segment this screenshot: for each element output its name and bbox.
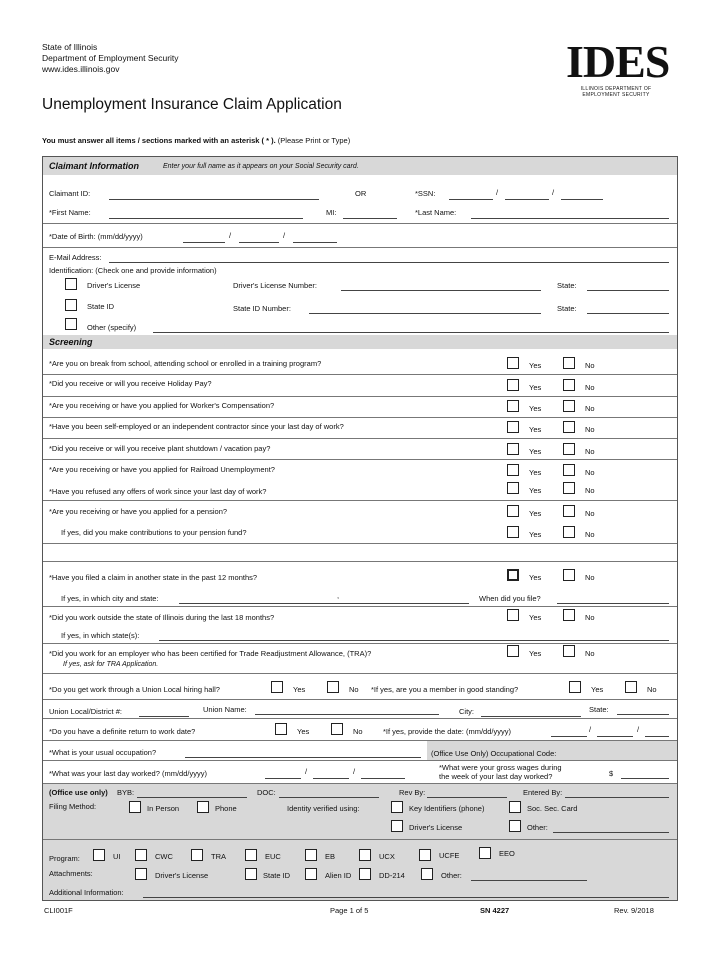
ssn-slash-2: / bbox=[552, 188, 555, 197]
last-name-label: *Last Name: bbox=[415, 208, 457, 217]
attach-other-checkbox[interactable] bbox=[421, 868, 433, 880]
return-yes-label: Yes bbox=[297, 727, 310, 736]
program-ui-checkbox[interactable] bbox=[93, 849, 105, 861]
occupation-code-label: (Office Use Only) Occupational Code: bbox=[431, 749, 557, 758]
outside-no-label: No bbox=[585, 613, 595, 622]
byb-label: BYB: bbox=[117, 788, 135, 797]
q3-no-label: No bbox=[585, 404, 595, 413]
first-name-label: *First Name: bbox=[49, 208, 91, 217]
return-date-label: *If yes, provide the date: (mm/dd/yyyy) bbox=[383, 727, 511, 736]
office-other-label: Other: bbox=[527, 823, 548, 832]
attach-dd214-label: DD-214 bbox=[379, 871, 405, 880]
rev-by-label: Rev By: bbox=[399, 788, 426, 797]
program-ucfe-checkbox[interactable] bbox=[419, 849, 431, 861]
divider bbox=[43, 699, 677, 700]
email-label: E-Mail Address: bbox=[49, 253, 102, 262]
screening-heading: Screening bbox=[49, 337, 93, 347]
footer-sn: SN 4227 bbox=[480, 906, 510, 915]
key-identifiers-label: Key Identifiers (phone) bbox=[409, 804, 485, 813]
q5-yes-checkbox[interactable] bbox=[507, 443, 519, 455]
state-id-number-field[interactable] bbox=[309, 313, 541, 314]
agency-line-1: State of Illinois bbox=[42, 42, 98, 52]
dob-label: *Date of Birth: (mm/dd/yyyy) bbox=[49, 232, 143, 241]
q9-no-checkbox[interactable] bbox=[563, 526, 575, 538]
member-no-label: No bbox=[647, 685, 657, 694]
attach-other-label: Other: bbox=[441, 871, 462, 880]
which-states-field[interactable] bbox=[159, 640, 669, 641]
return-question: *Do you have a definite return to work date? bbox=[49, 727, 196, 736]
dob-slash-2: / bbox=[283, 231, 286, 240]
program-label: Program: bbox=[49, 854, 80, 863]
divider bbox=[43, 223, 677, 224]
logo-sub-1: ILLINOIS DEPARTMENT OF bbox=[580, 86, 652, 92]
member-yes-label: Yes bbox=[591, 685, 604, 694]
last-day-day-field[interactable] bbox=[313, 778, 349, 779]
divider bbox=[43, 374, 677, 375]
outside-yes-label: Yes bbox=[529, 613, 542, 622]
dob-year-field[interactable] bbox=[293, 242, 337, 243]
city-state-field[interactable] bbox=[179, 603, 469, 604]
outside-illinois-question: *Did you work outside the state of Illinois during the last 18 months? bbox=[49, 613, 275, 622]
return-slash-2: / bbox=[637, 725, 640, 734]
ides-logo bbox=[566, 36, 670, 98]
footer-rev: Rev. 9/2018 bbox=[614, 906, 654, 915]
return-no-checkbox[interactable] bbox=[331, 723, 343, 735]
program-ucfe-label: UCFE bbox=[439, 851, 460, 860]
instructions-plain: (Please Print or Type) bbox=[277, 136, 351, 145]
sid-state-field[interactable] bbox=[587, 313, 669, 314]
screening-question-4: *Have you been self-employed or an independent contractor since your last day of work? bbox=[49, 422, 344, 431]
q5-yes-label: Yes bbox=[529, 447, 542, 456]
q4-no-checkbox[interactable] bbox=[563, 421, 575, 433]
last-day-month-field[interactable] bbox=[265, 778, 301, 779]
attachments-label: Attachments: bbox=[49, 869, 93, 878]
program-eb-label: EB bbox=[325, 852, 336, 861]
claimant-note: Enter your full name as it appears on your Social Security card. bbox=[163, 163, 359, 170]
state-id-label: State ID bbox=[87, 302, 115, 311]
footer-page: Page 1 of 5 bbox=[330, 906, 369, 915]
union-name-field[interactable] bbox=[255, 714, 439, 715]
q9-no-label: No bbox=[585, 530, 595, 539]
other-state-question: *Have you filed a claim in another state in the past 12 months? bbox=[49, 573, 258, 582]
q3-yes-label: Yes bbox=[529, 404, 542, 413]
divider bbox=[43, 643, 677, 644]
tra-no-label: No bbox=[585, 649, 595, 658]
other-state-yes-label: Yes bbox=[529, 573, 542, 582]
program-eeo-checkbox[interactable] bbox=[479, 847, 491, 859]
tra-question: *Did you work for an employer who has been certified for Trade Readjustment Allowance, (TRA)? bbox=[49, 649, 372, 658]
office-use-label: (Office use only) bbox=[49, 788, 108, 797]
attach-drivers-license-label: Driver's License bbox=[155, 871, 209, 880]
identity-verified-label: Identity verified using: bbox=[287, 804, 360, 813]
agency-line-3: www.ides.illinois.gov bbox=[42, 64, 120, 74]
dl-state-field[interactable] bbox=[587, 290, 669, 291]
screening-question-3: *Are you receiving or have you applied for Worker's Compensation? bbox=[49, 401, 275, 410]
divider bbox=[43, 760, 677, 761]
q9-yes-label: Yes bbox=[529, 530, 542, 539]
rev-by-field[interactable] bbox=[427, 797, 507, 798]
tra-note: If yes, ask for TRA Application. bbox=[63, 661, 159, 668]
doc-label: DOC: bbox=[257, 788, 276, 797]
attach-drivers-license-checkbox[interactable] bbox=[135, 868, 147, 880]
program-tra-checkbox[interactable] bbox=[191, 849, 203, 861]
attach-state-id-checkbox[interactable] bbox=[245, 868, 257, 880]
q5-no-label: No bbox=[585, 447, 595, 456]
q6-no-label: No bbox=[585, 468, 595, 477]
identification-label: Identification: (Check one and provide information) bbox=[49, 266, 217, 275]
in-person-label: In Person bbox=[147, 804, 180, 813]
divider bbox=[43, 396, 677, 397]
doc-field[interactable] bbox=[279, 797, 379, 798]
q3-yes-checkbox[interactable] bbox=[507, 400, 519, 412]
office-other-checkbox[interactable] bbox=[509, 820, 521, 832]
q2-no-checkbox[interactable] bbox=[563, 379, 575, 391]
divider bbox=[43, 500, 677, 501]
attach-alien-id-label: Alien ID bbox=[325, 871, 352, 880]
program-ui-label: UI bbox=[113, 852, 121, 861]
union-no-label: No bbox=[349, 685, 359, 694]
office-drivers-license-label: Driver's License bbox=[409, 823, 463, 832]
divider bbox=[43, 543, 677, 544]
agency-block bbox=[42, 42, 179, 75]
footer-form-id: CLI001F bbox=[44, 906, 73, 915]
member-no-checkbox[interactable] bbox=[625, 681, 637, 693]
tra-yes-label: Yes bbox=[529, 649, 542, 658]
entered-by-label: Entered By: bbox=[523, 788, 563, 797]
program-euc-label: EUC bbox=[265, 852, 281, 861]
union-city-label: City: bbox=[459, 707, 474, 716]
screening-question-9: If yes, did you make contributions to your pension fund? bbox=[61, 528, 247, 537]
q7-yes-checkbox[interactable] bbox=[507, 482, 519, 494]
program-euc-checkbox[interactable] bbox=[245, 849, 257, 861]
or-label: OR bbox=[355, 189, 367, 198]
program-cwc-checkbox[interactable] bbox=[135, 849, 147, 861]
key-identifiers-checkbox[interactable] bbox=[391, 801, 403, 813]
divider bbox=[43, 718, 677, 719]
claimant-id-label: Claimant ID: bbox=[49, 189, 91, 198]
last-name-field[interactable] bbox=[471, 218, 669, 219]
dl-state-label: State: bbox=[557, 281, 577, 290]
outside-yes-checkbox[interactable] bbox=[507, 609, 519, 621]
state-id-number-label: State ID Number: bbox=[233, 304, 291, 313]
screening-question-2: *Did you receive or will you receive Holiday Pay? bbox=[49, 379, 212, 388]
program-ucx-label: UCX bbox=[379, 852, 395, 861]
page-title: Unemployment Insurance Claim Application bbox=[42, 96, 342, 113]
attach-other-field[interactable] bbox=[471, 880, 587, 881]
union-state-field[interactable] bbox=[617, 714, 669, 715]
gross-wages-label bbox=[439, 763, 562, 781]
when-filed-field[interactable] bbox=[557, 603, 669, 604]
return-year-field[interactable] bbox=[645, 736, 669, 737]
union-yes-label: Yes bbox=[293, 685, 306, 694]
tra-no-checkbox[interactable] bbox=[563, 645, 575, 657]
screening-question-7: *Have you refused any offers of work since your last day of work? bbox=[49, 487, 267, 496]
drivers-license-number-label: Driver's License Number: bbox=[233, 281, 317, 290]
union-member-question: *If yes, are you a member in good standing? bbox=[371, 685, 519, 694]
q4-yes-checkbox[interactable] bbox=[507, 421, 519, 433]
q1-no-label: No bbox=[585, 361, 595, 370]
q6-yes-checkbox[interactable] bbox=[507, 464, 519, 476]
mi-field[interactable] bbox=[343, 218, 397, 219]
divider bbox=[43, 606, 677, 607]
q9-yes-checkbox[interactable] bbox=[507, 526, 519, 538]
q2-yes-checkbox[interactable] bbox=[507, 379, 519, 391]
office-other-field[interactable] bbox=[553, 832, 669, 833]
q8-no-checkbox[interactable] bbox=[563, 505, 575, 517]
q8-yes-label: Yes bbox=[529, 509, 542, 518]
union-yes-checkbox[interactable] bbox=[271, 681, 283, 693]
q6-yes-label: Yes bbox=[529, 468, 542, 477]
city-state-label: If yes, in which city and state: bbox=[61, 594, 159, 603]
union-local-label: Union Local/District #: bbox=[49, 707, 122, 716]
byb-field[interactable] bbox=[137, 797, 247, 798]
city-state-comma: , bbox=[337, 591, 340, 600]
divider bbox=[43, 438, 677, 439]
entered-by-field[interactable] bbox=[565, 797, 669, 798]
q1-no-checkbox[interactable] bbox=[563, 357, 575, 369]
which-states-label: If yes, in which state(s): bbox=[61, 631, 140, 640]
phone-checkbox[interactable] bbox=[197, 801, 209, 813]
q8-yes-checkbox[interactable] bbox=[507, 505, 519, 517]
q6-no-checkbox[interactable] bbox=[563, 464, 575, 476]
dob-day-field[interactable] bbox=[239, 242, 279, 243]
q4-yes-label: Yes bbox=[529, 425, 542, 434]
dob-month-field[interactable] bbox=[183, 242, 225, 243]
dollar-sign: $ bbox=[609, 769, 614, 778]
additional-info-label: Additional Information: bbox=[49, 888, 124, 897]
divider bbox=[43, 459, 677, 460]
screening-question-6: *Are you receiving or have you applied for Railroad Unemployment? bbox=[49, 465, 275, 474]
outside-no-checkbox[interactable] bbox=[563, 609, 575, 621]
when-filed-label: When did you file? bbox=[479, 594, 541, 603]
divider bbox=[43, 247, 677, 248]
return-month-field[interactable] bbox=[551, 736, 587, 737]
claimant-heading: Claimant Information bbox=[49, 161, 140, 171]
dob-slash-1: / bbox=[229, 231, 232, 240]
sid-state-label: State: bbox=[557, 304, 577, 313]
program-ucx-checkbox[interactable] bbox=[359, 849, 371, 861]
union-state-label: State: bbox=[589, 705, 609, 714]
screening-question-1: *Are you on break from school, attending school or enrolled in a training program? bbox=[49, 359, 322, 368]
ssn-field-2[interactable] bbox=[505, 199, 549, 200]
q5-no-checkbox[interactable] bbox=[563, 443, 575, 455]
ssn-slash-1: / bbox=[496, 188, 499, 197]
logo-word: IDES bbox=[566, 36, 670, 87]
claim-form bbox=[42, 156, 678, 901]
divider bbox=[43, 561, 677, 562]
member-yes-checkbox[interactable] bbox=[569, 681, 581, 693]
other-state-no-label: No bbox=[585, 573, 595, 582]
ssn-field-1[interactable] bbox=[449, 199, 493, 200]
attach-dd214-checkbox[interactable] bbox=[359, 868, 371, 880]
last-day-slash-2: / bbox=[353, 767, 356, 776]
union-city-field[interactable] bbox=[481, 716, 581, 717]
screening-header-band bbox=[43, 335, 677, 349]
occupation-field[interactable] bbox=[185, 757, 421, 758]
state-id-checkbox[interactable] bbox=[65, 299, 77, 311]
ssn-label: *SSN: bbox=[415, 189, 436, 198]
attach-alien-id-checkbox[interactable] bbox=[305, 868, 317, 880]
logo-sub-2: EMPLOYMENT SECURITY bbox=[582, 92, 650, 98]
drivers-license-number-field[interactable] bbox=[341, 290, 541, 291]
office-drivers-license-checkbox[interactable] bbox=[391, 820, 403, 832]
phone-label: Phone bbox=[215, 804, 237, 813]
program-tra-label: TRA bbox=[211, 852, 226, 861]
divider bbox=[43, 839, 677, 840]
q3-no-checkbox[interactable] bbox=[563, 400, 575, 412]
q4-no-label: No bbox=[585, 425, 595, 434]
gross-wages-line-2: the week of your last day worked? bbox=[439, 772, 553, 781]
soc-sec-card-label: Soc. Sec. Card bbox=[527, 804, 578, 813]
attach-state-id-label: State ID bbox=[263, 871, 291, 880]
union-no-checkbox[interactable] bbox=[327, 681, 339, 693]
other-id-label: Other (specify) bbox=[87, 323, 137, 332]
other-id-field[interactable] bbox=[153, 332, 669, 333]
additional-info-field[interactable] bbox=[143, 897, 669, 898]
return-slash-1: / bbox=[589, 725, 592, 734]
q8-no-label: No bbox=[585, 509, 595, 518]
q2-no-label: No bbox=[585, 383, 595, 392]
drivers-license-checkbox[interactable] bbox=[65, 278, 77, 290]
email-field[interactable] bbox=[109, 262, 669, 263]
first-name-field[interactable] bbox=[109, 218, 303, 219]
union-local-field[interactable] bbox=[139, 716, 189, 717]
agency-line-2: Department of Employment Security bbox=[42, 53, 179, 63]
ssn-field-3[interactable] bbox=[561, 199, 603, 200]
return-no-label: No bbox=[353, 727, 363, 736]
tra-yes-checkbox[interactable] bbox=[507, 645, 519, 657]
gross-wages-field[interactable] bbox=[621, 778, 669, 779]
last-day-question: *What was your last day worked? (mm/dd/yyyy) bbox=[49, 769, 207, 778]
claimant-id-field[interactable] bbox=[109, 199, 319, 200]
filing-method-label: Filing Method: bbox=[49, 802, 97, 811]
q7-yes-label: Yes bbox=[529, 486, 542, 495]
occupation-question: *What is your usual occupation? bbox=[49, 748, 157, 757]
q1-yes-label: Yes bbox=[529, 361, 542, 370]
divider bbox=[43, 673, 677, 674]
return-day-field[interactable] bbox=[597, 736, 633, 737]
q7-no-checkbox[interactable] bbox=[563, 482, 575, 494]
other-state-no-checkbox[interactable] bbox=[563, 569, 575, 581]
q7-no-label: No bbox=[585, 486, 595, 495]
gross-wages-line-1: *What were your gross wages during bbox=[439, 763, 562, 772]
soc-sec-card-checkbox[interactable] bbox=[509, 801, 521, 813]
last-day-slash-1: / bbox=[305, 767, 308, 776]
q1-yes-checkbox[interactable] bbox=[507, 357, 519, 369]
screening-question-5: *Did you receive or will you receive plant shutdown / vacation pay? bbox=[49, 444, 271, 453]
union-question: *Do you get work through a Union Local hiring hall? bbox=[49, 685, 220, 694]
return-yes-checkbox[interactable] bbox=[275, 723, 287, 735]
program-eb-checkbox[interactable] bbox=[305, 849, 317, 861]
instructions-bold: You must answer all items / sections marked with an asterisk ( * ). bbox=[42, 136, 276, 145]
q2-yes-label: Yes bbox=[529, 383, 542, 392]
union-name-label: Union Name: bbox=[203, 705, 247, 714]
other-id-checkbox[interactable] bbox=[65, 318, 77, 330]
program-cwc-label: CWC bbox=[155, 852, 173, 861]
other-state-yes-checkbox[interactable] bbox=[507, 569, 519, 581]
instructions bbox=[42, 136, 350, 145]
last-day-year-field[interactable] bbox=[361, 778, 405, 779]
screening-question-8: *Are you receiving or have you applied for a pension? bbox=[49, 507, 228, 516]
program-eeo-label: EEO bbox=[499, 849, 515, 858]
in-person-checkbox[interactable] bbox=[129, 801, 141, 813]
drivers-license-label: Driver's License bbox=[87, 281, 141, 290]
mi-label: MI: bbox=[326, 208, 337, 217]
divider bbox=[43, 417, 677, 418]
